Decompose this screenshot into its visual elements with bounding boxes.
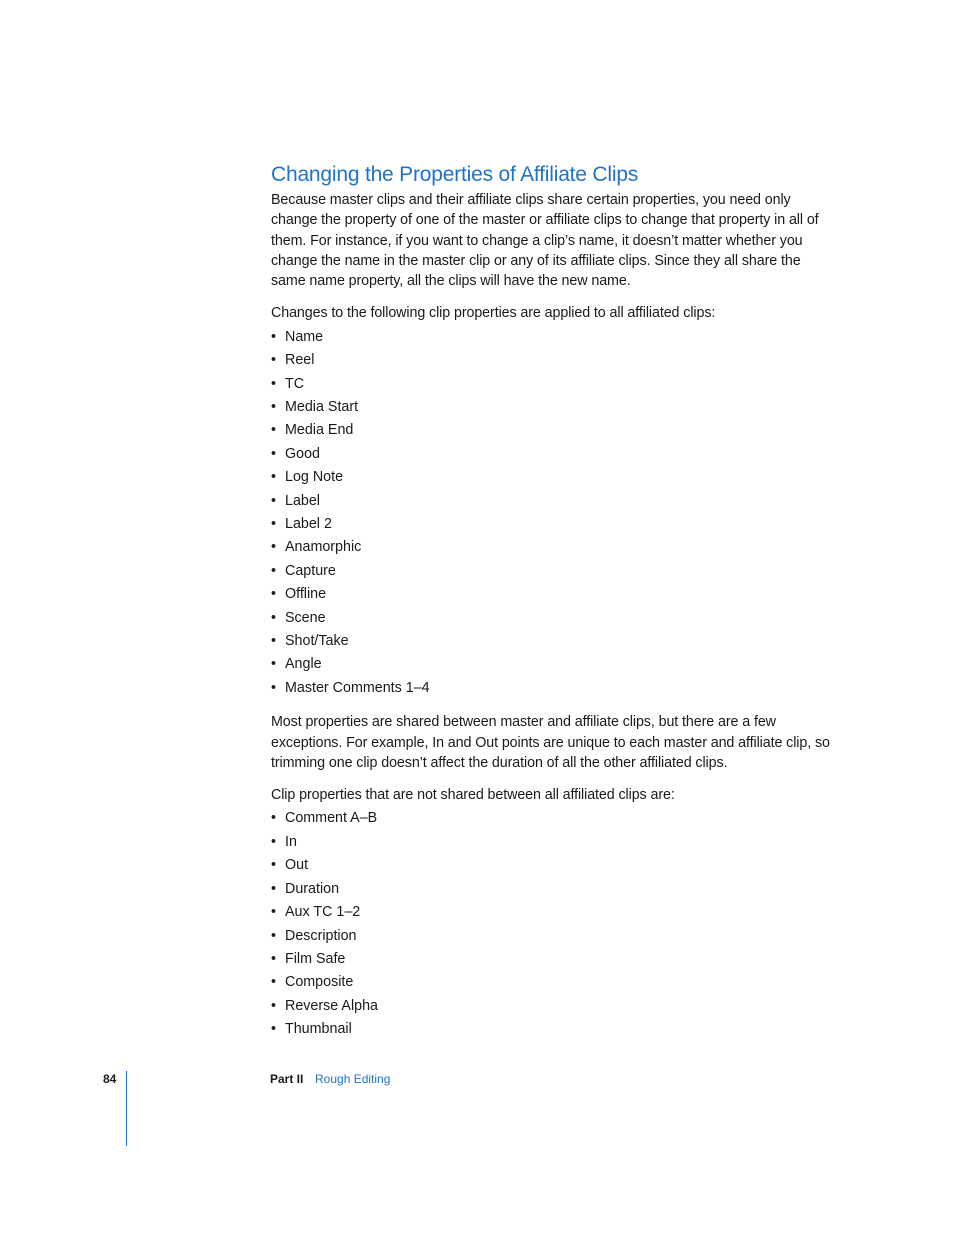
bullet-icon: • (271, 586, 277, 603)
list-item (271, 653, 831, 676)
bullet-icon: • (271, 1021, 277, 1038)
bullet-icon: • (271, 810, 277, 827)
list-item (271, 349, 831, 372)
shared-properties-list (271, 326, 831, 701)
bullet-icon: • (271, 539, 277, 556)
bullet-icon: • (271, 679, 277, 696)
list-item-label: Reel (285, 352, 315, 369)
list-item (271, 948, 831, 971)
bullet-icon: • (271, 492, 277, 509)
list-item-label: Angle (285, 656, 322, 673)
list-item (271, 995, 831, 1018)
list-item-label: Comment A–B (285, 810, 378, 827)
list-item-label: Scene (285, 609, 326, 626)
list-item (271, 466, 831, 489)
bullet-icon: • (271, 328, 277, 345)
footer-divider (126, 1071, 127, 1146)
list-item-label: Label 2 (285, 516, 332, 533)
bullet-icon: • (271, 422, 277, 439)
bullet-icon: • (271, 997, 277, 1014)
list-item-label: Good (285, 445, 320, 462)
bullet-icon: • (271, 445, 277, 462)
list-item-label: Description (285, 927, 357, 944)
intro-paragraph: Because master clips and their affiliate clips share certain properties, you need only change the property of one of the master or affiliate clips to change that property in all of them. For instance, if you want to change a clip’s name, it doesn’t matter whether you change the name in the master clip or any of its affiliate clips. Since they all share the same name property, all the clips will have the new name. (271, 192, 819, 290)
bullet-icon: • (271, 904, 277, 921)
bullet-icon: • (271, 974, 277, 991)
bullet-icon: • (271, 516, 277, 533)
list-item-label: Media Start (285, 399, 359, 415)
bullet-icon: • (271, 562, 277, 579)
exceptions-paragraph: Most properties are shared between master and affiliate clips, but there are a few exceptions. For example, In and Out points are unique to each master and affiliate clip, so trimming one clip doesn’t affect the duration of all the other affiliated clips. (271, 714, 830, 771)
bullet-icon: • (271, 880, 277, 897)
footer-part-label: Part II (270, 1072, 304, 1086)
list-item-label: Thumbnail (285, 1021, 352, 1038)
list-item (271, 971, 831, 994)
bullet-icon: • (271, 927, 277, 944)
list-item (271, 807, 831, 830)
list-item-label: TC (285, 375, 305, 392)
list-item (271, 419, 831, 442)
bullet-icon: • (271, 656, 277, 673)
list-item-label: Out (285, 857, 309, 874)
list-item-label: Name (285, 328, 324, 345)
not-shared-properties-list (271, 807, 831, 1041)
list-item-label: In (285, 833, 297, 850)
list-item (271, 326, 831, 349)
bullet-icon: • (271, 399, 277, 415)
list-item-label: Label (285, 492, 320, 509)
list-item (271, 677, 831, 700)
footer-chapter-link[interactable]: Rough Editing (315, 1072, 391, 1086)
list-item (271, 373, 831, 396)
page-content (271, 160, 831, 1042)
list-item (271, 490, 831, 513)
list-item (271, 443, 831, 466)
list-item-label: Log Note (285, 469, 344, 486)
list-item-label: Anamorphic (285, 539, 362, 556)
list-item-label: Master Comments 1–4 (285, 679, 430, 696)
bullet-icon: • (271, 375, 277, 392)
list-item (271, 536, 831, 559)
list-item-label: Composite (285, 974, 354, 991)
list-item (271, 925, 831, 948)
bullet-icon: • (271, 469, 277, 486)
list-item (271, 831, 831, 854)
list-item (271, 513, 831, 536)
list-item (271, 901, 831, 924)
list-item (271, 630, 831, 653)
list-item (271, 396, 831, 419)
list-item (271, 878, 831, 901)
list-item (271, 607, 831, 630)
list-item-label: Reverse Alpha (285, 997, 378, 1014)
list-item-label: Capture (285, 562, 336, 579)
bullet-icon: • (271, 833, 277, 850)
list-item-label: Duration (285, 880, 340, 897)
list-item-label: Offline (285, 586, 327, 603)
list-item (271, 583, 831, 606)
bullet-icon: • (271, 352, 277, 369)
page-number: 84 (103, 1072, 117, 1086)
list-item-label: Media End (285, 422, 354, 439)
bullet-icon: • (271, 950, 277, 967)
list-item (271, 560, 831, 583)
list-item (271, 854, 831, 877)
list-item-label: Film Safe (285, 950, 346, 967)
bullet-icon: • (271, 633, 277, 650)
bullet-icon: • (271, 609, 277, 626)
section-heading: Changing the Properties of Affiliate Clips (271, 163, 639, 186)
list-item-label: Aux TC 1–2 (285, 904, 361, 921)
bullet-icon: • (271, 857, 277, 874)
not-shared-lead-paragraph: Clip properties that are not shared between all affiliated clips are: (271, 787, 675, 804)
shared-lead-paragraph: Changes to the following clip properties are applied to all affiliated clips: (271, 305, 716, 322)
list-item (271, 1018, 831, 1041)
list-item-label: Shot/Take (285, 633, 349, 650)
